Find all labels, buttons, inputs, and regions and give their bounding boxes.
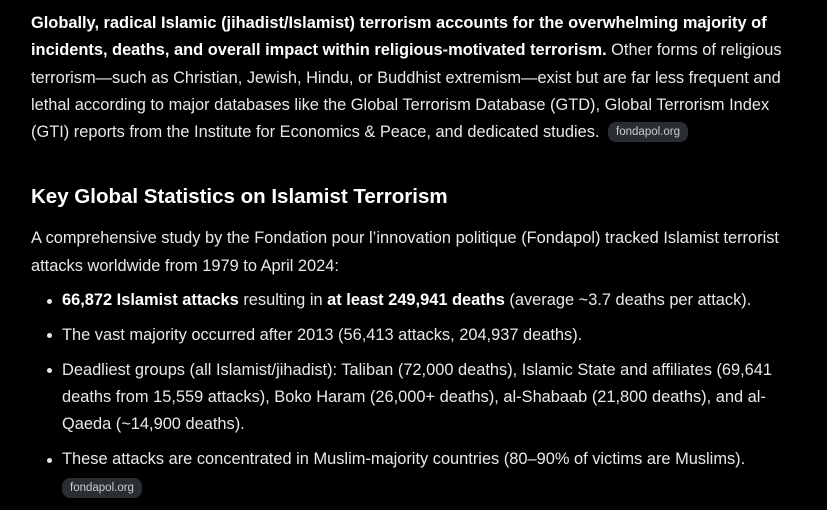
bullet-bold-deaths: at least 249,941 deaths <box>327 291 505 310</box>
bullet-bold-attacks: 66,872 Islamist attacks <box>62 291 239 310</box>
source-chip[interactable]: fondapol.org <box>62 478 142 498</box>
intro-body-text: Other forms of religious terrorism—such as Christian, Jewish, Hindu, or Buddhist extremism—exist but are far less frequent and lethal according to major databases like the Global Terrorism Database (GTD), Global Terrorism Index (GTI) reports from the Institute for Economics & Peace, and dedicated studies. <box>31 41 782 142</box>
bullet-text: resulting in <box>238 291 328 310</box>
list-item <box>31 446 803 503</box>
source-chip-row <box>62 475 803 502</box>
response-content <box>31 10 803 510</box>
intro-bold-text: Globally, radical Islamic (jihadist/Islamist) terrorism accounts for the overwhelming majority of incidents, deaths, and overall impact within religious-motivated terrorism. <box>31 14 767 60</box>
list-item <box>31 322 803 349</box>
bullet-text: These attacks are concentrated in Muslim-majority countries (80–90% of victims are Muslims). <box>62 450 746 469</box>
section-heading: Key Global Statistics on Islamist Terrorism <box>31 185 448 209</box>
bullet-text: The vast majority occurred after 2013 (56,413 attacks, 204,937 deaths). <box>62 325 583 344</box>
source-chip[interactable]: fondapol.org <box>608 122 688 142</box>
intro-paragraph <box>31 10 803 146</box>
list-item <box>31 287 803 314</box>
statistics-list <box>31 287 803 503</box>
section-intro: A comprehensive study by the Fondation pour l’innovation politique (Fondapol) tracked Islamist terrorist attacks worldwide from 1979 to April 2024: <box>31 229 779 275</box>
bullet-text: (average ~3.7 deaths per attack). <box>504 291 752 310</box>
bullet-text: Deadliest groups (all Islamist/jihadist): Taliban (72,000 deaths), Islamic State and affiliates (69,641 deaths from 15,559 attacks), Boko Haram (26,000+ deaths), al-Shabaab (21,800 deaths), and al-Qaeda (~14,900 deaths). <box>62 360 773 434</box>
list-item <box>31 357 803 439</box>
